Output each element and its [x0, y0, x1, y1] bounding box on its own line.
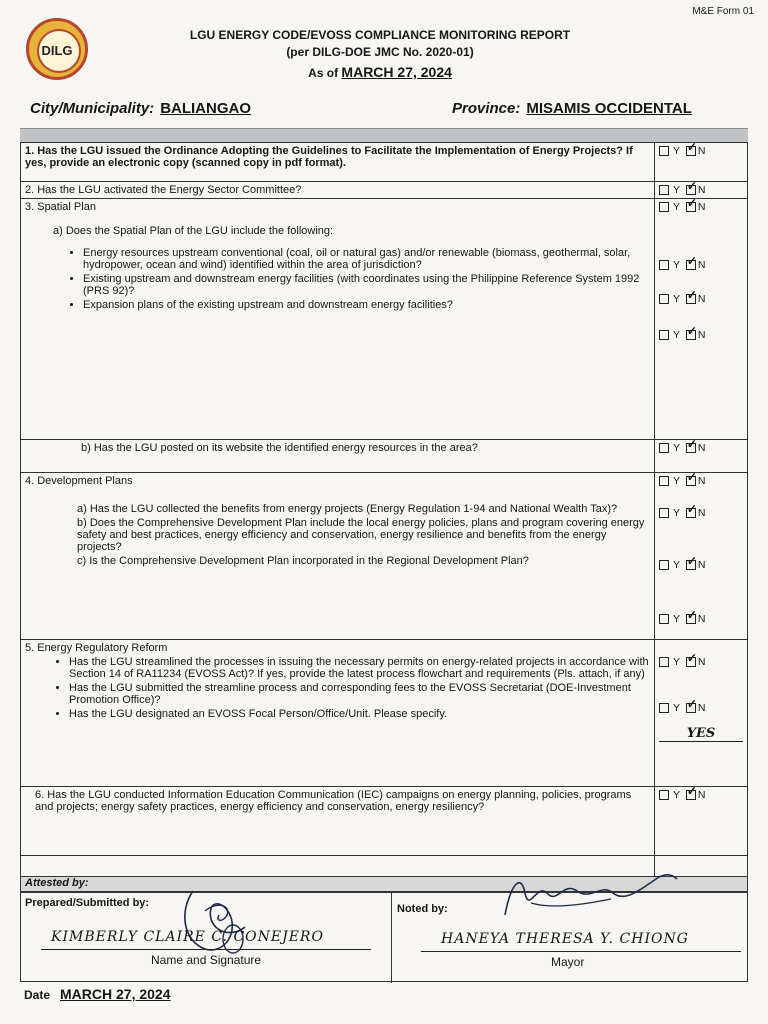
preparer-signature-scribble — [171, 871, 271, 961]
q4-answers: Y ✓ N Y ✓ N Y ✓ N Y ✓ N — [655, 473, 748, 640]
question-row-1 — [21, 143, 748, 182]
q1-text: 1. Has the LGU issued the Ordinance Adopting the Guidelines to Facilitate the Implementation of Energy Projects? If yes, provide an electronic copy (scanned copy in pdf format). — [25, 145, 633, 169]
question-row-3b — [21, 440, 748, 473]
city-label: City/Municipality: — [30, 100, 155, 117]
q2-answer[interactable]: Y ✓ N — [655, 182, 748, 199]
q3-a-text: a) Does the Spatial Plan of the LGU include the following: — [53, 225, 334, 237]
as-of-date: MARCH 27, 2024 — [341, 64, 452, 80]
q5-answers: Y ✓ N Y ✓ N YES — [655, 640, 748, 787]
preparer-name: KIMBERLY CLAIRE C. CONEJERO — [51, 929, 324, 945]
form-number: M&E Form 01 — [692, 6, 754, 17]
mayor-signature-scribble — [491, 863, 691, 933]
q5-bullet-3: • Has the LGU designated an EVOSS Focal Person/Office/Unit. Please specify. — [69, 708, 650, 720]
q5-bullet-2: • Has the LGU submitted the streamline process and corresponding fees to the EVOSS Secretariat (DOE-Investment Promotion Office)? — [69, 682, 650, 706]
q5-bullet-1: • Has the LGU streamlined the processes in issuing the necessary permits on energy-related projects in accordance with Section 14 of RA11234 (EVOSS Act)? If yes, provide the latest process flowchart and requirements (Pls. attach, if any) — [69, 656, 650, 680]
question-row-3 — [21, 199, 748, 440]
as-of-label: As of — [308, 66, 339, 80]
q3-bullet-2: • Existing upstream and downstream energy facilities (with coordinates using the Philippine Reference System 1992 (PRS 92)? — [83, 273, 650, 297]
report-subtitle: (per DILG-DOE JMC No. 2020-01) — [286, 45, 474, 59]
question-row-5 — [21, 640, 748, 787]
preparer-caption: Name and Signature — [151, 953, 262, 967]
q4-a: a) Has the LGU collected the benefits from energy projects (Energy Regulation 1-94 and National Wealth Tax)? — [77, 503, 618, 515]
q3-answers: Y ✓ N Y ✓ N Y ✓ N Y ✓ N — [655, 199, 748, 440]
province-line — [452, 100, 692, 117]
logo-text: DILG — [41, 43, 73, 58]
noted-label: Noted by: — [397, 903, 448, 915]
q6-text: 6. Has the LGU conducted Information Education Communication (IEC) campaigns on energy planning, policies, programs and projects; energy safety practices, energy efficiency and conservation, energy resiliency? — [35, 789, 632, 813]
checkbox-no-checked[interactable] — [686, 146, 696, 156]
q2-text: 2. Has the LGU activated the Energy Sector Committee? — [25, 184, 302, 196]
province-value: MISAMIS OCCIDENTAL — [526, 100, 692, 117]
q3-title: 3. Spatial Plan — [25, 201, 96, 213]
checkbox-yes[interactable] — [659, 146, 669, 156]
signature-section — [20, 892, 748, 982]
date-value: MARCH 27, 2024 — [60, 986, 171, 1002]
question-row-6 — [21, 787, 748, 856]
q5-title: 5. Energy Regulatory Reform — [25, 642, 168, 654]
city-value: BALIANGAO — [160, 100, 252, 117]
prepared-label: Prepared/Submitted by: — [25, 897, 150, 909]
focal-person-handwritten-answer[interactable]: YES — [659, 726, 743, 742]
mayor-caption: Mayor — [551, 955, 585, 969]
dilg-seal-logo — [26, 18, 88, 80]
header-shade-bar — [20, 128, 748, 143]
q3-bullet-1: • Energy resources upstream conventional (coal, oil or natural gas) and/or renewable (biomass, geothermal, solar, hydropower, ocean and wind) identified within the area of jurisdiction? — [83, 247, 650, 271]
q4-title: 4. Development Plans — [25, 475, 133, 487]
date-line — [24, 986, 171, 1002]
q1-answer[interactable]: Y ✓ N — [655, 143, 748, 182]
q3-bullet-3: • Expansion plans of the existing upstream and downstream energy facilities? — [83, 299, 650, 311]
date-label: Date — [24, 988, 51, 1002]
q3-b-text: b) Has the LGU posted on its website the identified energy resources in the area? — [81, 442, 478, 454]
question-row-4 — [21, 473, 748, 640]
q6-answer[interactable]: Y ✓ N — [655, 787, 748, 856]
attested-by-bar: Attested by: — [20, 876, 748, 892]
mayor-name: HANEYA THERESA Y. CHIONG — [441, 931, 689, 947]
questions-table — [20, 142, 748, 877]
question-row-2 — [21, 182, 748, 199]
report-as-of — [120, 64, 640, 80]
province-label: Province: — [452, 100, 521, 117]
q4-b: b) Does the Comprehensive Development Plan include the local energy policies, plans and program covering energy safety and best practices, energy efficiency and conservation, energy resilience and benefits from the energy projects? — [77, 517, 645, 553]
city-line — [30, 100, 251, 117]
report-title: LGU ENERGY CODE/EVOSS COMPLIANCE MONITORING REPORT — [189, 28, 571, 42]
q4-c: c) Is the Comprehensive Development Plan incorporated in the Regional Development Plan? — [77, 555, 529, 567]
q3-b-answer[interactable]: Y ✓ N — [655, 440, 748, 473]
